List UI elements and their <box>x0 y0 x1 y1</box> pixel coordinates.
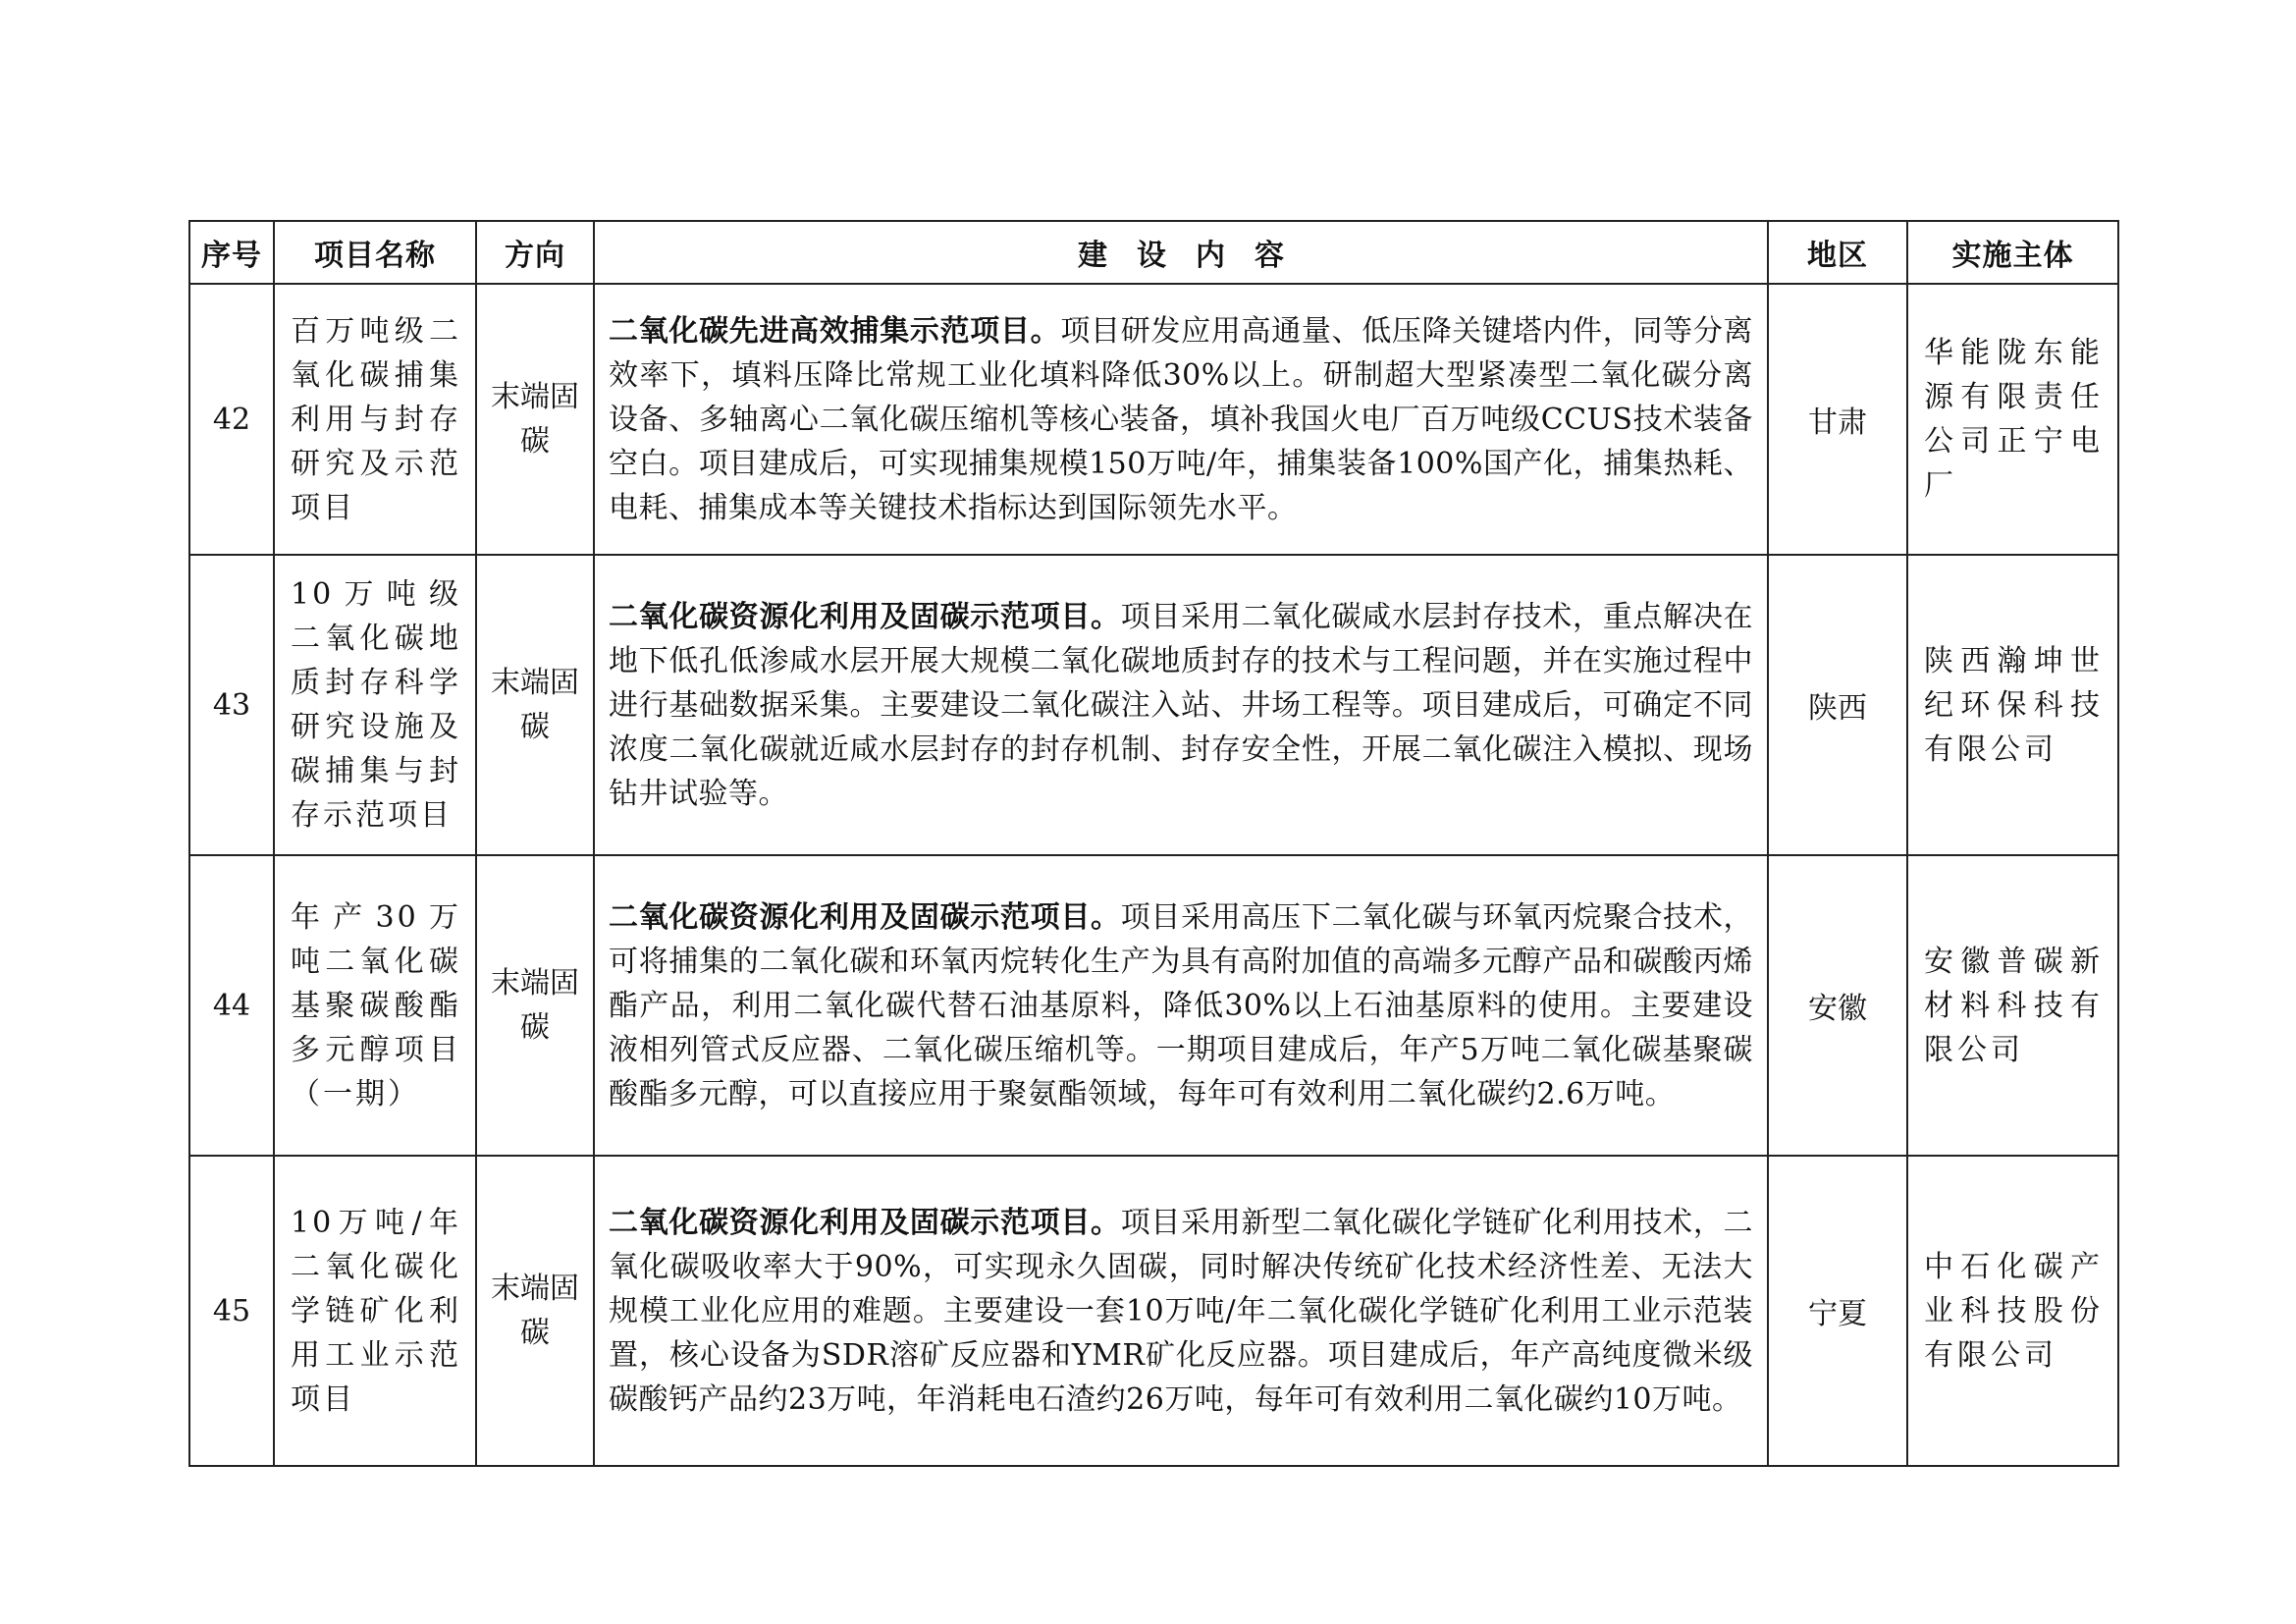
project-content <box>594 1156 1768 1466</box>
row-number: 42 <box>189 284 274 555</box>
content-lead: 二氧化碳资源化利用及固碳示范项目。 <box>609 599 1121 634</box>
project-direction: 末端固碳 <box>476 855 594 1156</box>
content-lead: 二氧化碳资源化利用及固碳示范项目。 <box>609 1205 1121 1240</box>
project-direction: 末端固碳 <box>476 555 594 855</box>
project-name: 10万吨级二氧化碳地质封存科学研究设施及碳捕集与封存示范项目 <box>274 555 476 855</box>
project-direction: 末端固碳 <box>476 284 594 555</box>
project-name: 百万吨级二氧化碳捕集利用与封存研究及示范项目 <box>274 284 476 555</box>
row-number: 45 <box>189 1156 274 1466</box>
project-org: 安徽普碳新材料科技有限公司 <box>1907 855 2118 1156</box>
project-region: 宁夏 <box>1768 1156 1907 1466</box>
header-org: 实施主体 <box>1907 221 2118 284</box>
header-name: 项目名称 <box>274 221 476 284</box>
row-number: 43 <box>189 555 274 855</box>
header-region: 地区 <box>1768 221 1907 284</box>
project-org: 华能陇东能源有限责任公司正宁电厂 <box>1907 284 2118 555</box>
content-body: 项目采用新型二氧化碳化学链矿化利用技术，二氧化碳吸收率大于90%，可实现永久固碳，同时解决传统矿化技术经济性差、无法大规模工业化应用的难题。主要建设一套10万吨/年二氧化碳化学链矿化利用工业示范装置，核心设备为SDR溶矿反应器和YMR矿化反应器。项目建成后，年产高纯度微米级碳酸钙产品约23万吨，年消耗电石渣约26万吨，每年可有效利用二氧化碳约10万吨。 <box>609 1205 1754 1417</box>
row-number: 44 <box>189 855 274 1156</box>
project-direction: 末端固碳 <box>476 1156 594 1466</box>
project-content <box>594 855 1768 1156</box>
project-name: 10万吨/年二氧化碳化学链矿化利用工业示范项目 <box>274 1156 476 1466</box>
content-body: 项目采用二氧化碳咸水层封存技术，重点解决在地下低孔低渗咸水层开展大规模二氧化碳地质封存的技术与工程问题，并在实施过程中进行基础数据采集。主要建设二氧化碳注入站、井场工程等。项目建成后，可确定不同浓度二氧化碳就近咸水层封存的封存机制、封存安全性，开展二氧化碳注入模拟、现场钻井试验等。 <box>609 599 1754 811</box>
header-content: 建设内容 <box>594 221 1768 284</box>
project-region: 安徽 <box>1768 855 1907 1156</box>
table-row <box>189 1156 2118 1466</box>
project-content <box>594 284 1768 555</box>
project-region: 甘肃 <box>1768 284 1907 555</box>
content-lead: 二氧化碳先进高效捕集示范项目。 <box>609 313 1061 349</box>
table-row <box>189 284 2118 555</box>
project-name: 年产30万吨二氧化碳基聚碳酸酯多元醇项目（一期） <box>274 855 476 1156</box>
project-region: 陕西 <box>1768 555 1907 855</box>
content-body: 项目研发应用高通量、低压降关键塔内件，同等分离效率下，填料压降比常规工业化填料降低30%以上。研制超大型紧凑型二氧化碳分离设备、多轴离心二氧化碳压缩机等核心装备，填补我国火电厂百万吨级CCUS技术装备空白。项目建成后，可实现捕集规模150万吨/年，捕集装备100%国产化，捕集热耗、电耗、捕集成本等关键技术指标达到国际领先水平。 <box>609 313 1754 525</box>
table-row <box>189 855 2118 1156</box>
content-body: 项目采用高压下二氧化碳与环氧丙烷聚合技术，可将捕集的二氧化碳和环氧丙烷转化生产为具有高附加值的高端多元醇产品和碳酸丙烯酯产品，利用二氧化碳代替石油基原料，降低30%以上石油基原料的使用。主要建设液相列管式反应器、二氧化碳压缩机等。一期项目建成后，年产5万吨二氧化碳基聚碳酸酯多元醇，可以直接应用于聚氨酯领域，每年可有效利用二氧化碳约2.6万吨。 <box>609 899 1754 1111</box>
project-org: 陕西瀚坤世纪环保科技有限公司 <box>1907 555 2118 855</box>
table-header-row <box>189 221 2118 284</box>
header-no: 序号 <box>189 221 274 284</box>
project-org: 中石化碳产业科技股份有限公司 <box>1907 1156 2118 1466</box>
project-table <box>188 220 2119 1467</box>
project-content <box>594 555 1768 855</box>
header-direction: 方向 <box>476 221 594 284</box>
table-row <box>189 555 2118 855</box>
content-lead: 二氧化碳资源化利用及固碳示范项目。 <box>609 899 1121 935</box>
